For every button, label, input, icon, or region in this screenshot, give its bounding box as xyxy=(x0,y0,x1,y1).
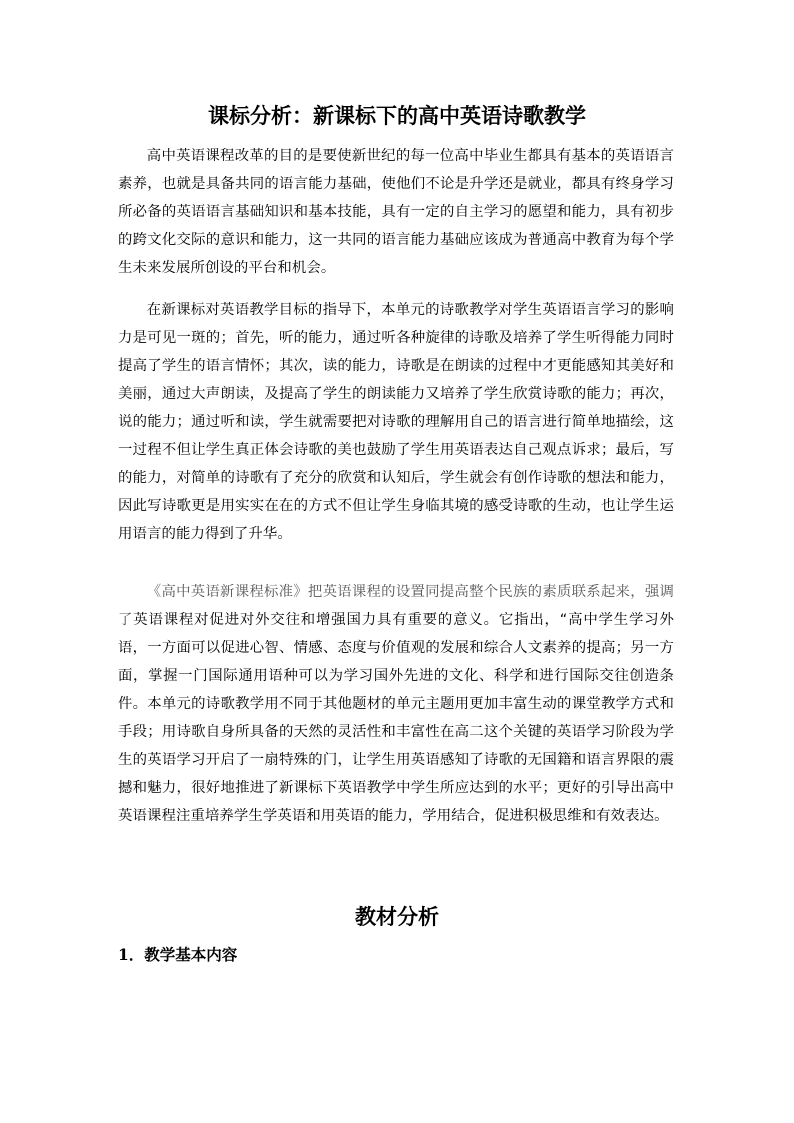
paragraph-curriculum-standard-body: 英语课程对促进对外交往和增强国力具有重要的意义。它指出，“高中学生学习外语，一方面可以促进心智、情感、态度与价值观的发展和综合人文素养的提高；另一方面，掌握一门国际通用语种可以为学习国外先进的文化、科学和进行国际交往创造条件。本单元的诗歌教学用不同于其他题材的单元主题用更加丰富生动的课堂教学方式和手段；用诗歌自身所具备的天然的灵活性和丰富性在高二这个关键的英语学习阶段为学生的英语学习开启了一扇特殊的门，让学生用英语感知了诗歌的无国籍和语言界限的震撼和魅力，很好地推进了新课标下英语教学中学生所应达到的水平；更好的引导出高中英语课程注重培养学生学英语和用英语的能力，学用结合，促进积极思维和有效表达。 xyxy=(118,612,674,824)
paragraph-reform-goals: 高中英语课程改革的目的是要使新世纪的每一位高中毕业生都具有基本的英语语言素养，也就是具备共同的语言能力基础，使他们不论是升学还是就业，都具有终身学习所必备的英语语言基础知识和基本技能，具有一定的自主学习的愿望和能力，具有初步的跨文化交际的意识和能力，这一共同的语言能力基础应该成为普通高中教育为每个学生未来发展所创设的平台和机会。 xyxy=(118,148,674,276)
paragraph-poetry-teaching-impact: 在新课标对英语教学目标的指导下，本单元的诗歌教学对学生英语语言学习的影响力是可见一斑的；首先，听的能力，通过听各种旋律的诗歌及培养了学生听得能力同时提高了学生的语言情怀；其次，读的能力，诗歌是在朗读的过程中才更能感知其美好和美丽，通过大声朗读，及提高了学生的朗读能力又培养了学生欣赏诗歌的能力；再次，说的能力；通过听和读，学生就需要把对诗歌的理解用自己的语言进行简单地描绘，这一过程不但让学生真正体会诗歌的美也鼓励了学生用英语表达自己观点诉求；最后，写的能力，对简单的诗歌有了充分的欣赏和认知后，学生就会有创作诗歌的想法和能力，因此写诗歌更是用实实在在的方式不但让学生身临其境的感受诗歌的生动，也让学生运用语言的能力得到了升华。 xyxy=(118,302,674,542)
paragraph-curriculum-standard xyxy=(118,578,674,830)
subheading-basic-content: 1．教学基本内容 xyxy=(118,945,238,964)
paragraph-curriculum-standard-lead: 《高中英语新课程标准》把英语课程的设置同提高整个民族的素质联系起来，强调了 xyxy=(118,584,674,628)
section-title-textbook-analysis: 教材分析 xyxy=(355,904,439,929)
document-title: 课标分析：新课标下的高中英语诗歌教学 xyxy=(208,103,586,128)
